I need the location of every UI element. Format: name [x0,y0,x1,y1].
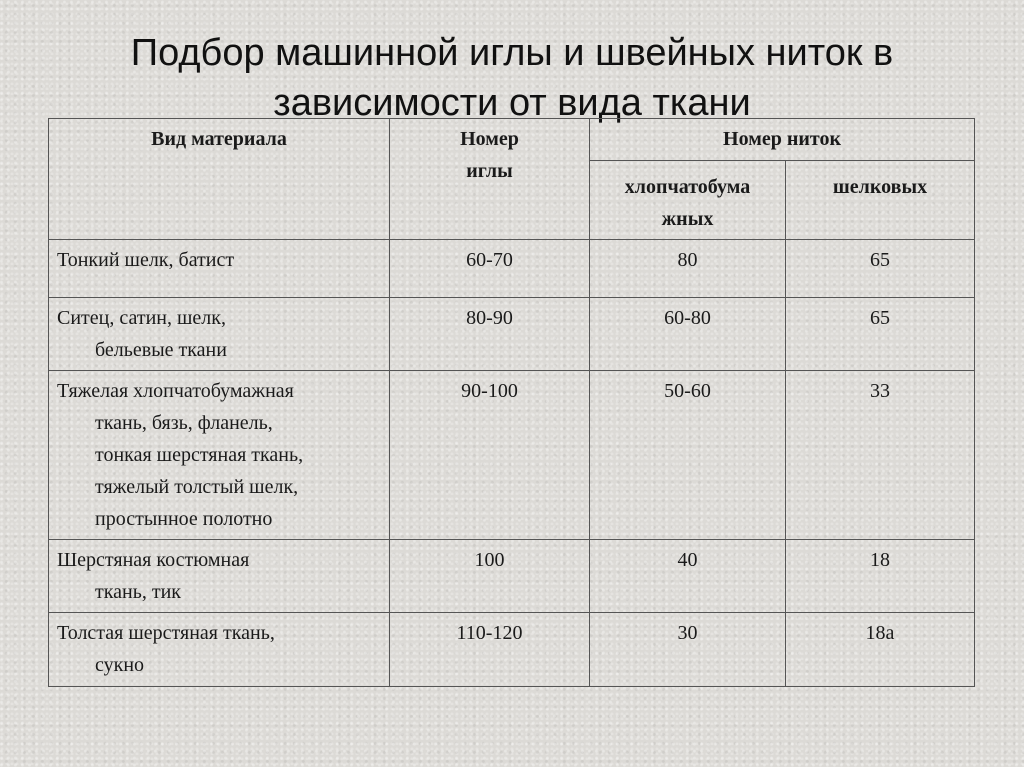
header-material: Вид материала [49,119,390,240]
cell-cotton: 50-60 [590,371,786,540]
table-row [49,371,975,540]
cell-silk: 65 [786,298,975,371]
material-line: бельевые ткани [95,339,227,361]
material-line: тяжелый толстый шелк, [95,476,299,498]
material-line: Шерстяная костюмная [57,549,250,571]
cell-material [49,298,390,371]
material-line: простынное полотно [95,508,273,530]
header-threads: Номер ниток [590,119,975,161]
table-row [49,540,975,613]
header-cotton: хлопчатобума жных [590,161,786,240]
cell-needle: 80-90 [390,298,590,371]
material-line: Ситец, сатин, шелк, [57,307,226,329]
cell-silk: 18а [786,613,975,687]
cell-needle: 100 [390,540,590,613]
page-title [0,28,1024,128]
title-line-1: Подбор машинной иглы и швейных ниток в [130,32,894,74]
material-line: Толстая шерстяная ткань, [57,622,275,644]
header-row [49,119,975,161]
cell-material [49,613,390,687]
cell-cotton: 40 [590,540,786,613]
cell-needle: 60-70 [390,240,590,298]
cell-needle: 110-120 [390,613,590,687]
cell-material [49,540,390,613]
needle-thread-table [48,118,975,687]
cell-cotton: 30 [590,613,786,687]
table-row [49,240,975,298]
cell-silk: 18 [786,540,975,613]
cell-needle: 90-100 [390,371,590,540]
cell-silk: 33 [786,371,975,540]
material-line: тонкая шерстяная ткань, [95,444,304,466]
material-line: Тяжелая хлопчатобумажная [57,380,294,402]
header-needle: Номер иглы [390,119,590,240]
material-line: ткань, бязь, фланель, [95,412,273,434]
table-row [49,613,975,687]
cell-material [49,371,390,540]
cell-cotton: 60-80 [590,298,786,371]
cell-material [49,240,390,298]
material-line: сукно [95,654,145,676]
cell-cotton: 80 [590,240,786,298]
title-line-2: зависимости от вида ткани [273,82,751,124]
cell-silk: 65 [786,240,975,298]
material-line: ткань, тик [95,581,182,603]
table-row [49,298,975,371]
material-line: Тонкий шелк, батист [57,249,235,271]
header-silk: шелковых [786,161,975,240]
